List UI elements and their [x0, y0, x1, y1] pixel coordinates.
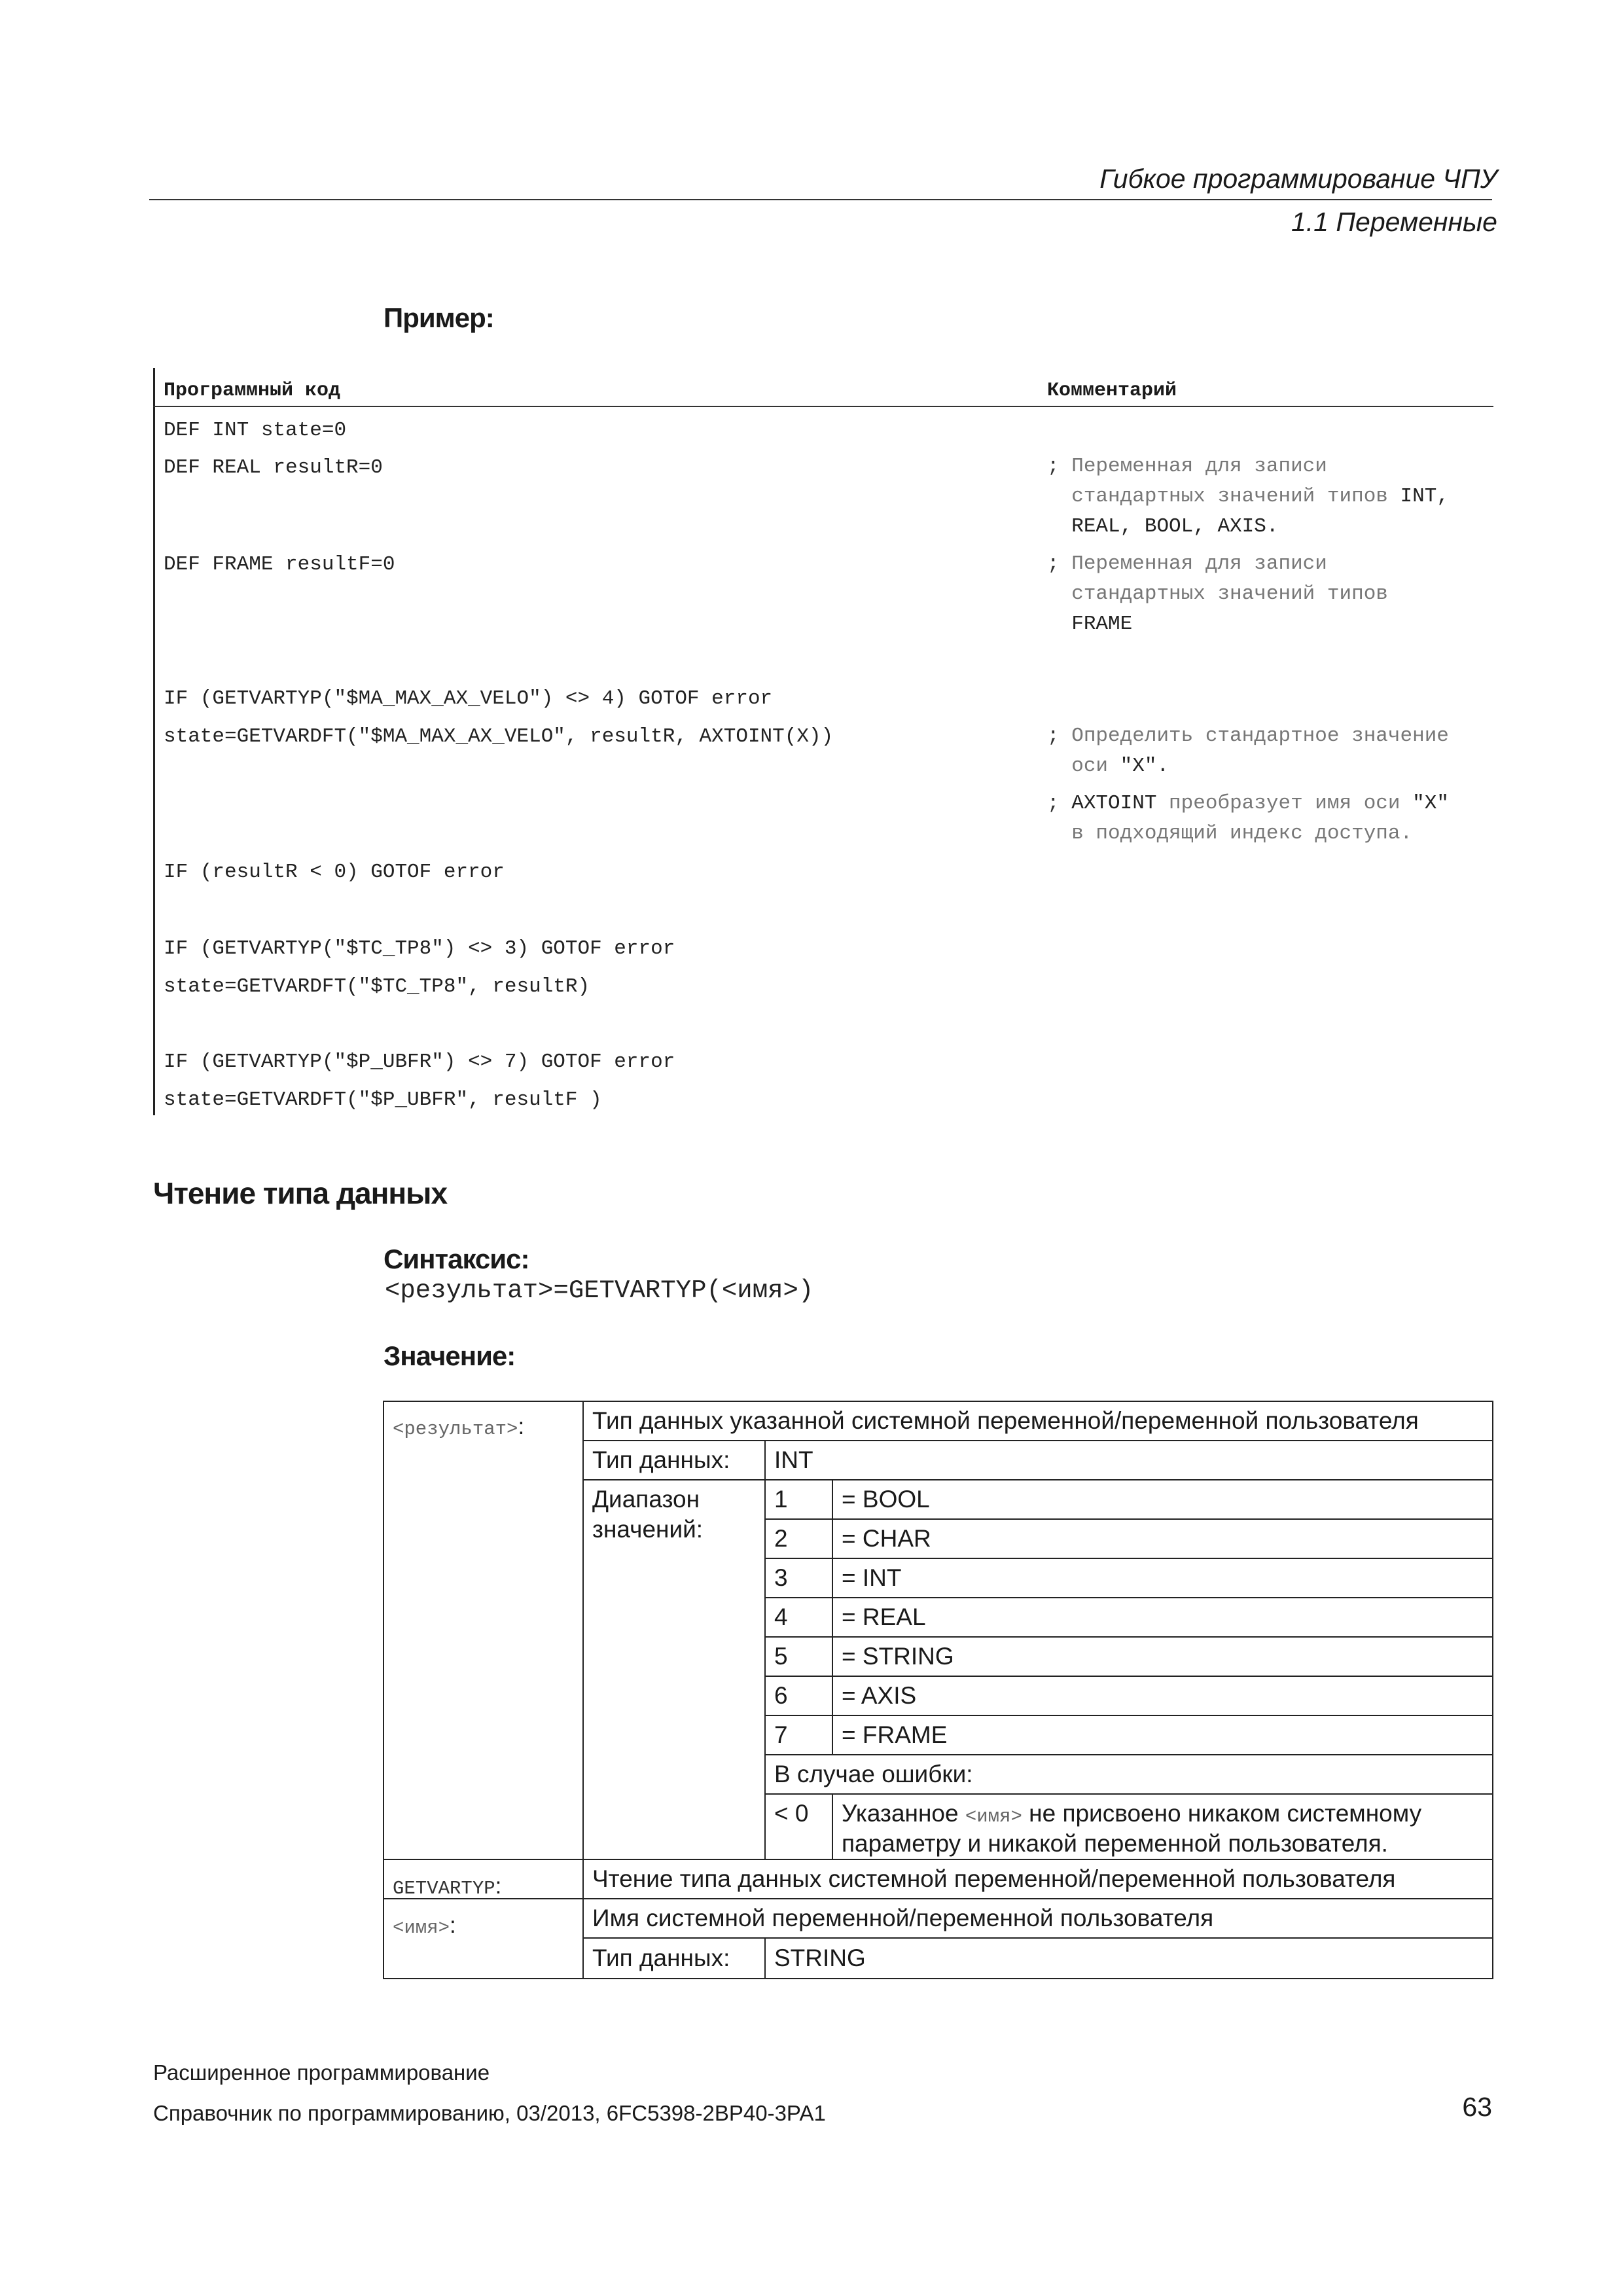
param-getvartyp: GETVARTYP:	[393, 1873, 502, 1899]
footer-title: Расширенное программирование	[153, 2060, 490, 2085]
error-num: < 0	[774, 1800, 809, 1827]
range-num: 3	[774, 1564, 788, 1591]
code-line: DEF FRAME resultF=0	[164, 553, 395, 576]
range-value: = REAL	[842, 1604, 926, 1630]
table-cell	[832, 1558, 1493, 1598]
page-number: 63	[1462, 2092, 1492, 2122]
code-column-header: Программный код	[164, 380, 341, 402]
range-num: 1	[774, 1486, 788, 1513]
range-num: 4	[774, 1604, 788, 1630]
range-num: 5	[774, 1643, 788, 1670]
code-line: DEF INT state=0	[164, 419, 347, 442]
table-cell	[764, 1937, 1493, 1979]
name-datatype-label: Тип данных:	[592, 1945, 730, 1971]
code-line: state=GETVARDFT("$P_UBFR", resultF )	[164, 1088, 602, 1111]
header-rule	[149, 199, 1492, 200]
range-num: 7	[774, 1721, 788, 1748]
range-num: 2	[774, 1525, 788, 1552]
comment-block: ; Переменная для записи стандартных значений типов FRAME	[1047, 552, 1388, 636]
code-left-rule	[153, 368, 155, 1115]
code-line: IF (GETVARTYP("$MA_MAX_AX_VELO") <> 4) GOTOF error	[164, 687, 773, 710]
running-header-section: 1.1 Переменные	[1291, 207, 1497, 237]
meaning-heading: Значение:	[383, 1340, 516, 1371]
datatype-value: INT	[774, 1446, 813, 1473]
code-line: IF (GETVARTYP("$P_UBFR") <> 7) GOTOF error	[164, 1050, 675, 1073]
range-value: = CHAR	[842, 1525, 931, 1552]
error-description: Указанное <имя> не присвоено никаком системному	[842, 1800, 1422, 1827]
syntax-heading: Синтаксис:	[383, 1244, 529, 1274]
result-description: Тип данных указанной системной переменной/переменной пользователя	[592, 1407, 1419, 1434]
name-datatype-value: STRING	[774, 1945, 866, 1971]
comment-block: ; Определить стандартное значение оси "X".	[1047, 725, 1449, 778]
table-cell	[383, 1401, 584, 1860]
error-label: В случае ошибки:	[774, 1761, 973, 1787]
table-cell	[832, 1479, 1493, 1520]
name-description: Имя системной переменной/переменной пользователя	[592, 1905, 1214, 1931]
comment-column-header: Комментарий	[1047, 380, 1177, 402]
table-cell	[832, 1597, 1493, 1638]
range-value: = STRING	[842, 1643, 954, 1670]
code-line: IF (GETVARTYP("$TC_TP8") <> 3) GOTOF error	[164, 937, 675, 960]
table-cell	[764, 1440, 1493, 1480]
comment-block: ; Переменная для записи стандартных значений типов INT, REAL, BOOL, AXIS.	[1047, 455, 1449, 538]
param-name: <имя>:	[393, 1912, 456, 1939]
getvartyp-description: Чтение типа данных системной переменной/переменной пользователя	[592, 1865, 1396, 1892]
datatype-label: Тип данных:	[592, 1446, 730, 1473]
range-value: = FRAME	[842, 1721, 948, 1748]
range-label: значений:	[592, 1516, 704, 1543]
range-value: = BOOL	[842, 1486, 930, 1513]
code-line: state=GETVARDFT("$TC_TP8", resultR)	[164, 975, 590, 998]
range-num: 6	[774, 1682, 788, 1709]
code-line: DEF REAL resultR=0	[164, 456, 383, 479]
table-cell	[832, 1676, 1493, 1716]
running-header-chapter: Гибкое программирование ЧПУ	[1099, 164, 1497, 194]
range-value: = AXIS	[842, 1682, 917, 1709]
footer-reference: Справочник по программированию, 03/2013, 6FC5398-2BP40-3PA1	[153, 2101, 826, 2125]
syntax-line: <результат>=GETVARTYP(<имя>)	[385, 1276, 814, 1305]
code-header-rule	[153, 406, 1493, 407]
error-description: параметру и никакой переменной пользователя.	[842, 1830, 1388, 1857]
range-value: = INT	[842, 1564, 902, 1591]
table-cell	[383, 1898, 584, 1979]
comment-block: ; AXTOINT преобразует имя оси "X" в подходящий индекс доступа.	[1047, 792, 1449, 845]
code-line: IF (resultR < 0) GOTOF error	[164, 861, 505, 884]
code-line: state=GETVARDFT("$MA_MAX_AX_VELO", resultR, AXTOINT(X))	[164, 725, 834, 748]
example-heading: Пример:	[383, 302, 494, 333]
param-result: <результат>:	[393, 1414, 525, 1440]
section-heading: Чтение типа данных	[153, 1176, 448, 1210]
range-label: Диапазон	[592, 1486, 700, 1513]
